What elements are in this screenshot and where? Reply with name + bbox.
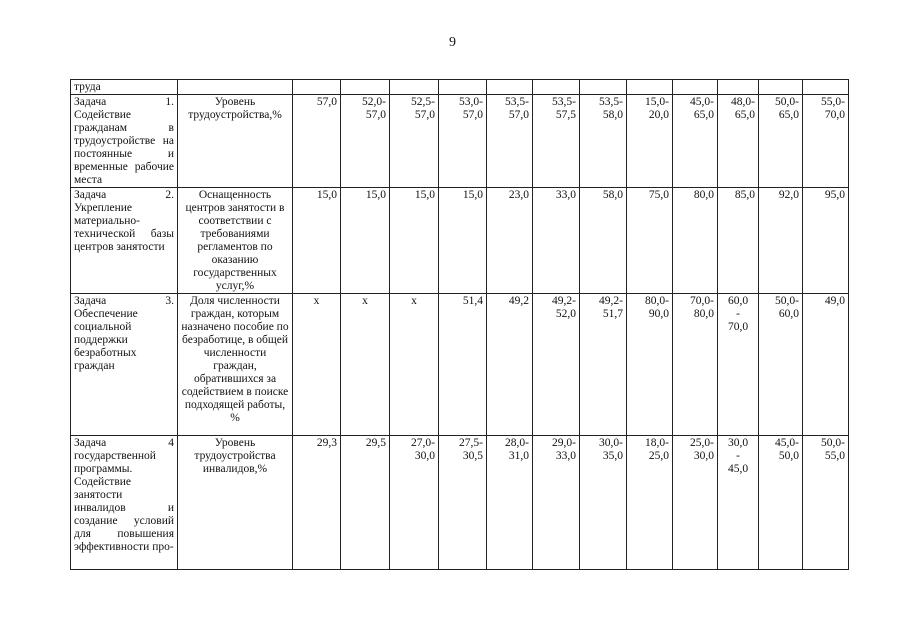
value-cell: 80,0- 90,0 [627, 294, 673, 436]
table-row [71, 436, 849, 570]
task-cell: Задача 2. Укрепление материально-технической базы центров занятости [71, 188, 178, 294]
value-cell: 48,0- 65,0 [718, 95, 759, 188]
value-cell: 50,0- 60,0 [759, 294, 803, 436]
value-cell: 15,0- 20,0 [627, 95, 673, 188]
value-cell: x [390, 294, 439, 436]
value-cell: 29,5 [341, 436, 390, 570]
indicator-cell: Оснащенность центров занятости в соответствии с требованиями регламентов по оказанию государственных услуг,% [178, 188, 293, 294]
value-cell: 52,5- 57,0 [390, 95, 439, 188]
value-cell: 30,0- 35,0 [580, 436, 627, 570]
table-row-header [71, 80, 849, 95]
value-cell: 15,0 [439, 188, 487, 294]
empty-cell [178, 80, 293, 95]
value-cell: 51,4 [439, 294, 487, 436]
value-cell: 15,0 [293, 188, 341, 294]
value-cell: 49,2- 51,7 [580, 294, 627, 436]
value-cell: 49,2- 52,0 [533, 294, 580, 436]
task-cell: Задача 4 государственной программы. Содействие занятости инвалидов и создание условий для повышения эффективности про- [71, 436, 178, 570]
value-cell: 18,0- 25,0 [627, 436, 673, 570]
value-cell: 15,0 [390, 188, 439, 294]
indicator-cell: Уровень трудоустройства инвалидов,% [178, 436, 293, 570]
value-cell: x [293, 294, 341, 436]
value-cell: 60,0 - 70,0 [718, 294, 759, 436]
value-cell: 92,0 [759, 188, 803, 294]
indicator-cell: Уровень трудоустройства,% [178, 95, 293, 188]
value-cell: 53,5- 57,0 [487, 95, 533, 188]
value-cell: 52,0- 57,0 [341, 95, 390, 188]
value-cell: 70,0- 80,0 [673, 294, 718, 436]
value-cell: 29,0- 33,0 [533, 436, 580, 570]
value-cell: x [341, 294, 390, 436]
value-cell: 95,0 [803, 188, 849, 294]
value-cell: 27,5- 30,5 [439, 436, 487, 570]
value-cell: 55,0- 70,0 [803, 95, 849, 188]
value-cell: 50,0- 55,0 [803, 436, 849, 570]
table-row [71, 95, 849, 188]
task-cell: Задача 3. Обеспечение социальной поддержки безработных граждан [71, 294, 178, 436]
header-cell: труда [71, 80, 178, 95]
value-cell: 33,0 [533, 188, 580, 294]
value-cell: 57,0 [293, 95, 341, 188]
value-cell: 75,0 [627, 188, 673, 294]
value-cell: 45,0- 50,0 [759, 436, 803, 570]
value-cell: 80,0 [673, 188, 718, 294]
table-row [71, 188, 849, 294]
value-cell: 29,3 [293, 436, 341, 570]
table-row [71, 294, 849, 436]
value-cell: 15,0 [341, 188, 390, 294]
value-cell: 53,0- 57,0 [439, 95, 487, 188]
indicator-cell: Доля численности граждан, которым назначено пособие по безработице, в общей численности граждан, обратившихся за содействием в поиске подходящей работы, % [178, 294, 293, 436]
value-cell: 53,5- 58,0 [580, 95, 627, 188]
value-cell: 58,0 [580, 188, 627, 294]
value-cell: 49,2 [487, 294, 533, 436]
value-cell: 27,0- 30,0 [390, 436, 439, 570]
value-cell: 85,0 [718, 188, 759, 294]
value-cell: 23,0 [487, 188, 533, 294]
value-cell: 50,0- 65,0 [759, 95, 803, 188]
value-cell: 49,0 [803, 294, 849, 436]
task-cell: Задача 1. Содействие гражданам в трудоустройстве на постоянные и временные рабочие места [71, 95, 178, 188]
value-cell: 45,0- 65,0 [673, 95, 718, 188]
value-cell: 53,5- 57,5 [533, 95, 580, 188]
value-cell: 28,0- 31,0 [487, 436, 533, 570]
page-number: 9 [449, 35, 456, 50]
indicators-table [70, 79, 849, 570]
value-cell: 25,0- 30,0 [673, 436, 718, 570]
value-cell: 30,0 - 45,0 [718, 436, 759, 570]
